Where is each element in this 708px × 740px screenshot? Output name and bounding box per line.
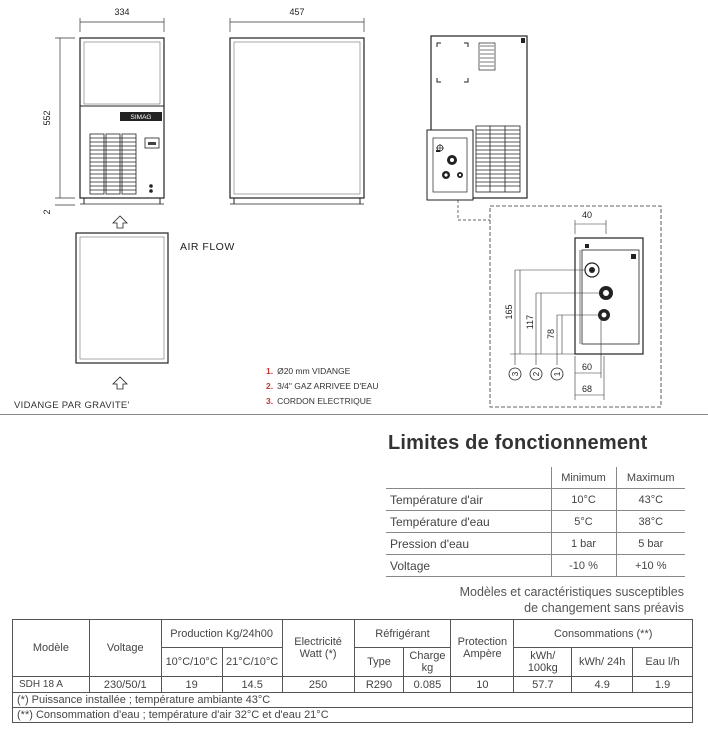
svg-text:60: 60 [582,362,593,372]
dimension-width-front [80,7,164,32]
drain-label: VIDANGE PAR GRAVITE' [14,400,130,411]
connection-legend [266,364,379,409]
detail-view [490,206,661,407]
air-flow-label: AIR FLOW [180,241,235,253]
header-voltage: Voltage [89,620,161,677]
brand-logo: SIMAG [130,114,152,121]
header-protection: Protection Ampère [451,620,514,677]
svg-text:78: 78 [546,328,556,340]
drain-arrow-up-icon [113,377,127,389]
front-grille [90,134,136,194]
limits-row: Température d'air 10°C 43°C [386,489,685,511]
dimension-width-side [230,7,364,32]
limits-row: Température d'eau 5°C 38°C [386,511,685,533]
separator [0,414,708,415]
spec-table [12,619,693,723]
header-electricity: Electricité Watt (*) [282,620,354,677]
spec-data-row: SDH 18 A 230/50/1 19 14.5 250 R290 0.085 10 57.7 4.9 1.9 [13,677,693,693]
limits-row: Voltage -10 % +10 % [386,555,685,577]
footnote-row: (**) Consommation d'eau ; température d'air 32°C et d'eau 21°C [13,708,693,723]
legend-item: 2. 3/4" GAZ ARRIVEE D'EAU [266,381,379,391]
legend-item: 1. Ø20 mm VIDANGE [266,366,351,376]
svg-text:334: 334 [114,7,130,17]
limits-col-min: Minimum [551,467,616,489]
front-view [80,38,164,204]
spec-header-row [13,620,693,648]
change-notice: Modèles et caractéristiques susceptibles de changement sans préavis [459,585,684,615]
svg-text:117: 117 [525,314,535,330]
header-refrigerant: Réfrigérant [354,620,451,648]
svg-text:2: 2 [42,209,52,215]
limits-table [386,467,685,577]
dimension-height [42,38,75,215]
footnote-row: (*) Puissance installée ; température ambiante 43°C [13,693,693,708]
svg-text:3: 3 [511,371,520,377]
limits-row: Pression d'eau 1 bar 5 bar [386,533,685,555]
rear-view [427,36,527,200]
svg-text:1: 1 [553,371,562,377]
limits-header-row [386,467,685,489]
svg-text:68: 68 [582,384,593,394]
svg-text:552: 552 [42,110,52,126]
spec-subheader-row: 10°C/10°C 21°C/10°C Type Charge kg kWh/ 100kg kWh/ 24h Eau l/h [13,648,693,677]
air-flow-arrow-up-icon [113,216,127,228]
top-view [76,216,168,389]
limits-title: Limites de fonctionnement [388,432,648,454]
limits-col-max: Maximum [616,467,685,489]
svg-text:2: 2 [532,371,541,377]
header-model: Modèle [13,620,90,677]
svg-text:40: 40 [582,210,593,220]
svg-text:165: 165 [504,304,514,320]
header-production: Production Kg/24h00 [161,620,282,648]
legend-item: 3. CORDON ELECTRIQUE [266,396,372,406]
header-consumption: Consommations (**) [514,620,693,648]
side-view [230,38,364,204]
svg-text:457: 457 [289,7,305,17]
